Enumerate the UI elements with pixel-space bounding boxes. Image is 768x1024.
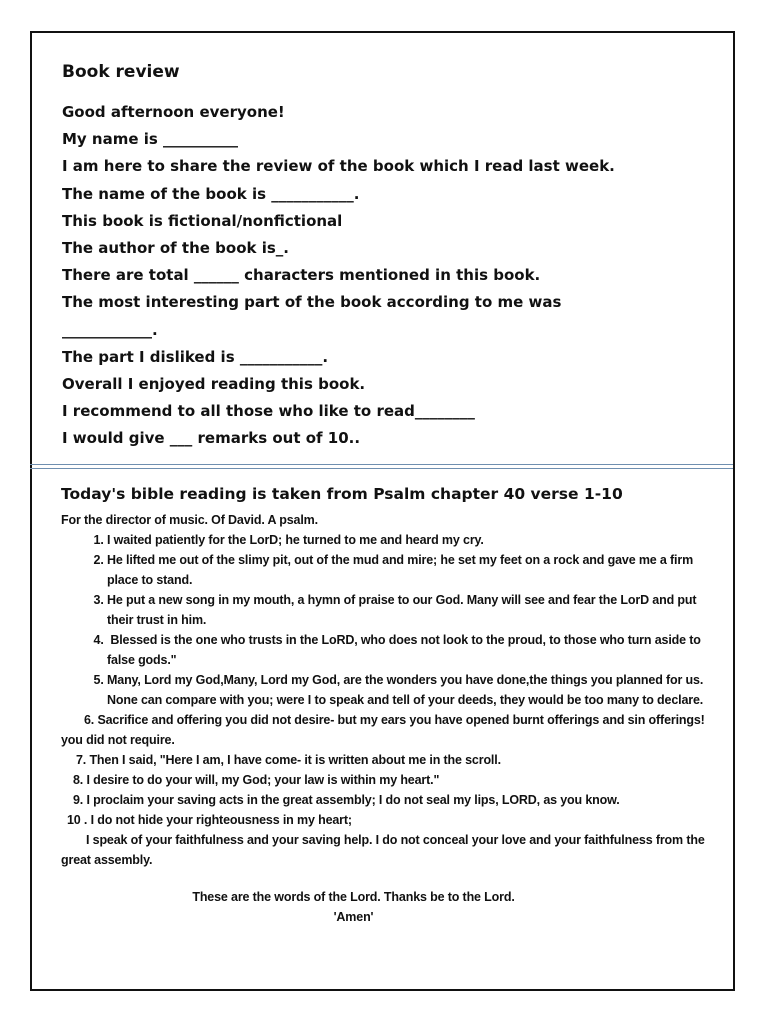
- verse-list: [61, 530, 721, 710]
- verse-9: 9. I proclaim your saving acts in the great assembly; I do not seal my lips, LORD, as you know.: [73, 793, 620, 807]
- review-line: The author of the book is_.: [62, 239, 289, 258]
- review-line: This book is fictional/nonfictional: [62, 211, 343, 230]
- review-line: My name is __________: [62, 130, 239, 149]
- section-divider-line: [30, 468, 733, 469]
- review-line: Good afternoon everyone!: [62, 103, 285, 121]
- verse-10: 10 . I do not hide your righteousness in my heart;: [67, 813, 352, 827]
- review-line: There are total ______ characters mentioned in this book.: [62, 266, 541, 285]
- psalm-intro: For the director of music. Of David. A psalm.: [61, 513, 318, 527]
- bible-reading-section: [61, 480, 721, 927]
- reading-title: Today's bible reading is taken from Psalm chapter 40 verse 1-10: [61, 485, 623, 503]
- review-line: I would give ___ remarks out of 10..: [62, 429, 361, 448]
- verse-6: 6. Sacrifice and offering you did not desire- but my ears you have opened burnt offerings and sin offerings! you did not require.: [61, 713, 705, 747]
- book-review-section: [62, 58, 722, 453]
- verse-item: 2. He lifted me out of the slimy pit, out of the mud and mire; he set my feet on a rock and gave me a firm place to stand.: [107, 550, 721, 590]
- verse-item: 3. He put a new song in my mouth, a hymn of praise to our God. Many will see and fear the LorD and put their trust in him.: [107, 590, 721, 630]
- review-line: The most interesting part of the book according to me was: [62, 293, 562, 312]
- review-line: The name of the book is ___________.: [62, 184, 360, 203]
- review-line: Overall I enjoyed reading this book.: [62, 375, 366, 394]
- book-review-title: Book review: [62, 62, 180, 82]
- closing-words: These are the words of the Lord. Thanks be to the Lord.: [192, 890, 515, 904]
- verse-item: 4. Blessed is the one who trusts in the LoRD, who does not look to the proud, to those who turn aside to false gods.": [107, 630, 721, 670]
- review-line: I recommend to all those who like to read________: [62, 402, 475, 421]
- verse-10-continued: I speak of your faithfulness and your saving help. I do not conceal your love and your faithfulness from the great assembly.: [61, 833, 705, 867]
- verse-7: 7. Then I said, "Here I am, I have come- it is written about me in the scroll.: [76, 753, 501, 767]
- verse-item: 1. I waited patiently for the LorD; he turned to me and heard my cry.: [107, 530, 721, 550]
- verse-item: 5. Many, Lord my God,Many, Lord my God, are the wonders you have done,the things you planned for us. None can compare with you; were I to speak and tell of your deeds, they would be too many to declare.: [107, 670, 721, 710]
- verse-8: 8. I desire to do your will, my God; your law is within my heart.": [73, 773, 440, 787]
- review-line: I am here to share the review of the book which I read last week.: [62, 157, 615, 176]
- closing-amen: 'Amen': [333, 910, 374, 924]
- review-line: ____________.: [62, 320, 158, 339]
- review-line: The part I disliked is ___________.: [62, 347, 329, 366]
- section-divider-line: [30, 464, 733, 465]
